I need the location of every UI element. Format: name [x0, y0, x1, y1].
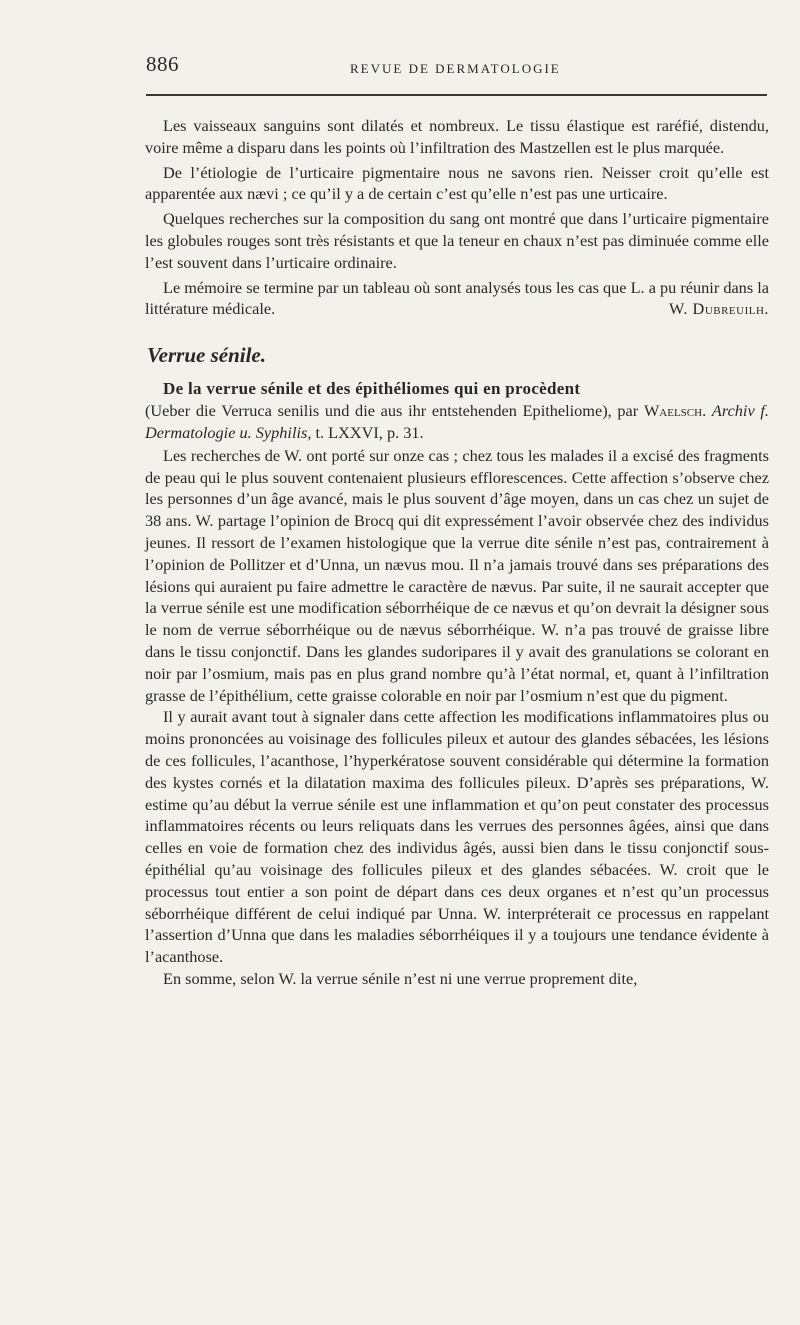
citation-author: Waelsch.: [643, 401, 707, 421]
author-signature: W. Dubreuilh.: [669, 299, 769, 319]
paragraph: Quelques recherches sur la composition du sang ont montré que dans l’urticaire pigmentaire les globules rouges sont très résistants et que la teneur en chaux n’est pas diminuée comme elle l’est souvent dans l’urticaire ordinaire.: [145, 209, 769, 272]
header-rule: [146, 94, 767, 96]
paragraph: Il y aurait avant tout à signaler dans cette affection les modifications inflammatoires plus ou moins prononcées au voisinage des follicules pileux et autour des glandes sébacées, les lésions de ces follicules, l’acanthose, l’hyperkératose souvent considérable qui détermine la formation des kystes cornés et la dilatation maxima des follicules pileux. D’après ses préparations, W. estime qu’au début la verrue sénile est une inflammation et qu’on peut constater des processus inflammatoires récents ou leurs reliquats dans les verrues des personnes âgées, ainsi que dans celles en voie de formation chez des individus âgés, aussi bien dans le tissu conjonctif sous-épithélial qu’au voisinage des follicules pileux et des glandes sébacées. W. croit que le processus tout entier a son point de départ dans ces deux organes et n’est qu’un processus séborrhéique différent de celui indiqué par Unna. W. interpréterait ce processus en rappelant l’assertion d’Unna que dans les maladies séborrhéiques il y a toujours une tendance évidente à l’acanthose.: [145, 707, 769, 967]
section-title: Verrue sénile.: [147, 343, 267, 368]
citation-journal: Archiv f. Dermatologie u. Syphilis,: [145, 401, 770, 442]
page-header: [146, 52, 766, 88]
page-body: [145, 115, 769, 990]
article-citation: [145, 400, 769, 444]
citation-german-title: (Ueber die Verruca senilis und die aus ihr entstehenden Epitheliome), par: [145, 401, 639, 421]
closing-paragraph: [145, 277, 769, 321]
paragraph: De l’étiologie de l’urticaire pigmentaire nous ne savons rien. Neisser croit qu’elle est apparentée aux nævi ; ce qu’il y a de certain c’est qu’elle n’est pas une urticaire.: [145, 162, 769, 204]
article-title: De la verrue sénile et des épithéliomes qui en procèdent: [163, 379, 581, 399]
running-head: REVUE DE DERMATOLOGIE: [350, 61, 561, 76]
paragraph: Les recherches de W. ont porté sur onze cas ; chez tous les malades il a excisé des fragments de peau qui le plus souvent contenaient plusieurs efflorescences. Cette affection s’observe chez les personnes d’un âge avancé, mais le plus souvent d’âge moyen, dans un cas chez un sujet de 38 ans. W. partage l’opinion de Brocq qui dit expressément l’avoir observée chez des individus jeunes. Il ressort de l’examen histologique que la verrue dite sénile n’est pas, contrairement à l’opinion de Pollitzer et d’Unna, un nævus mou. Il n’a jamais trouvé dans ses préparations des lésions qui auraient pu faire admettre le caractère de nævus. Par suite, il ne saurait accepter que la verrue sénile est une modification séborrhéique de ce nævus et qu’on devrait la désigner sous le nom de verrue séborrhéique ou de nævus séborrhéique. W. n’a pas trouvé de graisse libre dans le tissu conjonctif. Dans les glandes sudoripares il y avait des granulations se colorant en noir par l’osmium, mais pas en plus grand nombre qu’à l’état normal, et, quant à l’infiltration grasse de l’épithélium, cette graisse colorable en noir par l’osmium n’est que du pigment.: [145, 445, 769, 705]
paragraph: En somme, selon W. la verrue sénile n’est ni une verrue proprement dite,: [163, 968, 638, 988]
page-number: 886: [146, 52, 179, 76]
closing-text: Le mémoire se termine par un tableau où sont analysés tous les cas que L. a pu réunir dans la littérature médicale.: [145, 277, 769, 319]
paragraph: Les vaisseaux sanguins sont dilatés et nombreux. Le tissu élastique est raréfié, distendu, voire même a disparu dans les points où l’infiltration des Mastzellen est le plus marquée.: [145, 116, 769, 157]
citation-reference: t. LXXVI, p. 31.: [315, 422, 424, 442]
